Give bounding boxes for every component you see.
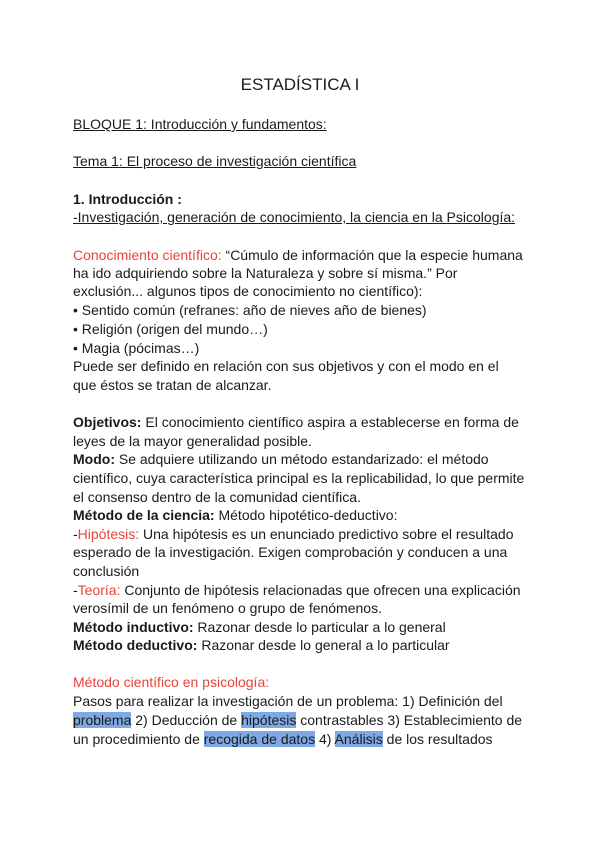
paragraph-line [73, 450, 489, 468]
paragraph-line: conclusión [73, 563, 140, 579]
metodo-psicologia-heading: Método científico en psicología: [73, 674, 270, 690]
paragraph-text: 2) Deducción de [131, 712, 242, 728]
objetivos-label: Objetivos: [73, 414, 142, 430]
modo-label: Modo: [73, 451, 115, 467]
paragraph-line [73, 711, 522, 729]
paragraph-line: esperado de la investigación. Exigen comprobación y conducen a una [73, 544, 508, 560]
paragraph-line: Pasos para realizar la investigación de un problema: 1) Definición del [73, 693, 503, 709]
metodo-deductivo-label: Método deductivo: [73, 637, 198, 653]
paragraph-text: 4) [315, 731, 335, 747]
bloque-heading: BLOQUE 1: Introducción y fundamentos: [73, 116, 327, 132]
paragraph-text: contrastables 3) Establecimiento de [296, 712, 523, 728]
bullet-item: • Sentido común (refranes: año de nieves año de bienes) [73, 302, 427, 318]
tema-heading: Tema 1: El proceso de investigación científica [73, 153, 357, 169]
document-title: ESTADÍSTICA I [240, 75, 360, 94]
dash-prefix: - [73, 526, 78, 542]
bullet-item: • Religión (origen del mundo…) [73, 321, 268, 337]
section-subheading: -Investigación, generación de conocimiento, la ciencia en la Psicología: [73, 209, 516, 225]
paragraph-line: el consenso dentro de la comunidad científica. [73, 489, 361, 505]
paragraph-line [73, 525, 513, 543]
paragraph-text: Método hipotético-deductivo: [214, 507, 398, 523]
paragraph-line: que éstos se tratan de alcanzar. [73, 377, 272, 393]
paragraph-line: ha ido adquiriendo sobre la Naturaleza y sobre sí misma.” Por [73, 265, 458, 281]
bullet-item: • Magia (pócimas…) [73, 340, 200, 356]
paragraph-line: Puede ser definido en relación con sus objetivos y con el modo en el [73, 358, 499, 374]
paragraph-line [73, 413, 519, 431]
paragraph-line [73, 246, 523, 264]
metodo-ciencia-label: Método de la ciencia: [73, 507, 215, 523]
paragraph-text: Una hipótesis es un enunciado predictivo sobre el resultado [139, 526, 514, 542]
paragraph-line: científico, cuya característica principal es la replicabilidad, lo que permite [73, 470, 525, 486]
paragraph-line [73, 730, 493, 748]
paragraph-text: Razonar desde lo general a lo particular [197, 637, 450, 653]
highlight-problema: problema [73, 712, 132, 728]
paragraph-text: Conjunto de hipótesis relacionadas que ofrecen una explicación [120, 582, 521, 598]
paragraph-line: leyes de la mayor generalidad posible. [73, 433, 312, 449]
paragraph-line [73, 506, 397, 524]
paragraph-text: Se adquiere utilizando un método estandarizado: el método [114, 451, 489, 467]
paragraph-text: “Cúmulo de información que la especie humana [221, 247, 523, 263]
metodo-inductivo-label: Método inductivo: [73, 619, 194, 635]
paragraph-text: Razonar desde lo particular a lo general [193, 619, 446, 635]
paragraph-text: un procedimiento de [73, 731, 204, 747]
paragraph-line [73, 618, 446, 636]
paragraph-line [73, 581, 521, 599]
paragraph-text: El conocimiento científico aspira a establecerse en forma de [141, 414, 519, 430]
paragraph-line [73, 636, 450, 654]
conocimiento-label: Conocimiento científico: [73, 247, 222, 263]
dash-prefix: - [73, 582, 78, 598]
paragraph-line: verosímil de un fenómeno o grupo de fenómenos. [73, 600, 382, 616]
highlight-hipotesis: hipótesis [241, 712, 297, 728]
section-heading: 1. Introducción : [73, 191, 182, 207]
teoria-label: Teoría: [77, 582, 121, 598]
hipotesis-label: Hipótesis: [77, 526, 140, 542]
highlight-analisis: Análisis [334, 731, 383, 747]
paragraph-text: de los resultados [382, 731, 493, 747]
paragraph-line: exclusión... algunos tipos de conocimiento no científico): [73, 283, 423, 299]
highlight-recogida-datos: recogida de datos [203, 731, 316, 747]
